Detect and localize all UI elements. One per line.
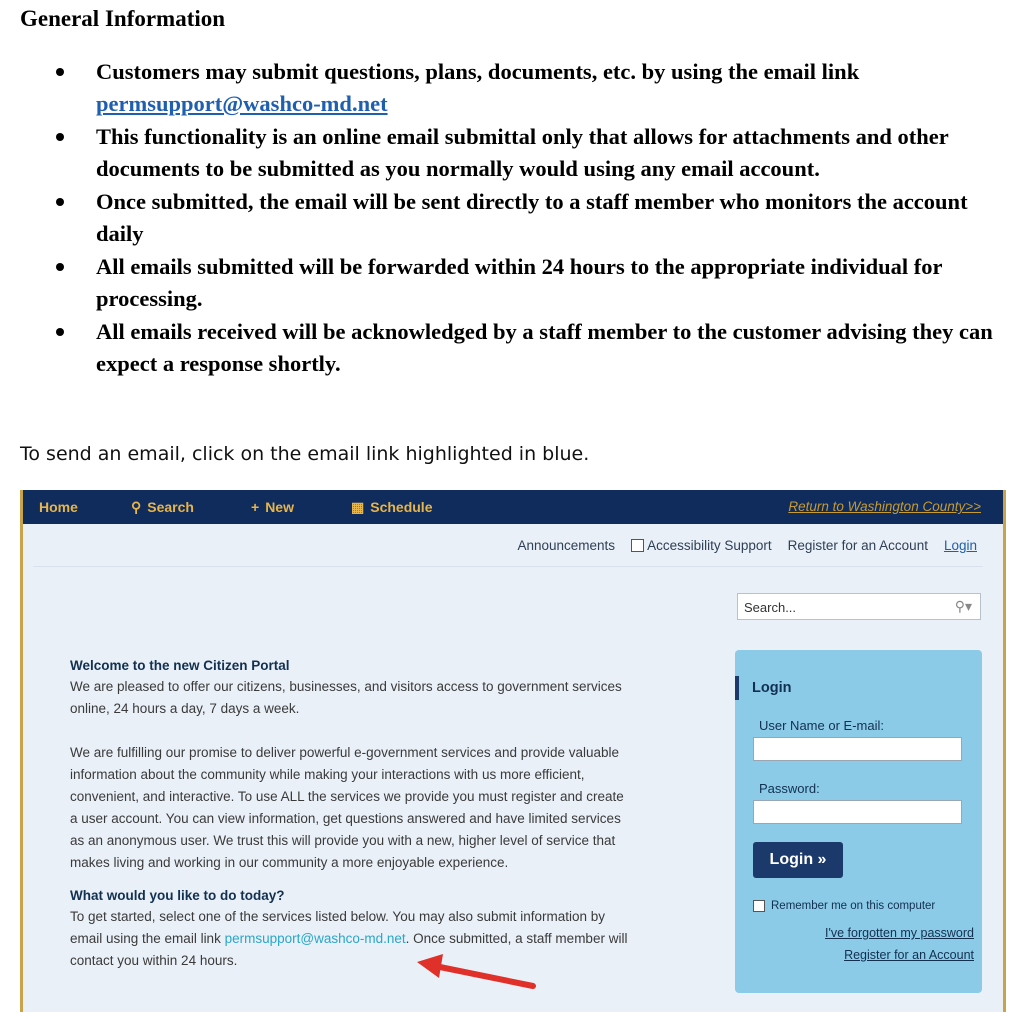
plus-icon: + bbox=[251, 499, 260, 515]
magnifier-icon: ⚲ bbox=[131, 499, 142, 515]
paragraph-3-end: . Once submitted, a staff member will contact you within 24 hours. bbox=[70, 931, 628, 968]
search-icon[interactable]: ⚲▾ bbox=[954, 598, 972, 614]
todo-title: What would you like to do today? bbox=[70, 888, 285, 903]
bullet-text: Once submitted, the email will be sent directly to a staff member who monitors the account daily bbox=[96, 189, 968, 246]
bullet-icon bbox=[56, 198, 64, 206]
bullet-icon bbox=[56, 133, 64, 141]
bullet-item bbox=[56, 316, 1006, 380]
portal-screenshot bbox=[20, 490, 1006, 1012]
login-accent-bar bbox=[735, 676, 739, 700]
bullet-text: All emails submitted will be forwarded within 24 hours to the appropriate individual for processing. bbox=[96, 254, 943, 311]
welcome-paragraph-2: We are fulfilling our promise to deliver powerful e-government services and provide valuable information about the community while making your interactions with us more efficient, convenient, and interactive. To use ALL the services we provide you must register and create a user account. You can view information, get questions answered and have limited services as an anonymous user. We trust this will provide you with a new, higher level of service that makes living and working in our community a more enjoyable experience. bbox=[70, 745, 624, 870]
instruction-text: To send an email, click on the email link highlighted in blue. bbox=[20, 443, 590, 465]
login-button[interactable]: Login » bbox=[753, 842, 843, 878]
divider bbox=[33, 566, 983, 567]
portal-nav-bar bbox=[23, 490, 1003, 524]
nav-schedule-label: Schedule bbox=[370, 499, 433, 515]
nav-search[interactable] bbox=[131, 490, 194, 524]
bullet-item bbox=[56, 121, 1006, 185]
nav-new-label: New bbox=[265, 499, 294, 515]
nav-home-label: Home bbox=[39, 499, 78, 515]
remember-checkbox[interactable] bbox=[753, 900, 765, 912]
remember-me[interactable] bbox=[753, 900, 935, 912]
remember-label: Remember me on this computer bbox=[771, 900, 936, 912]
info-bullet-list bbox=[56, 56, 1006, 381]
register-account-link[interactable]: Register for an Account bbox=[844, 948, 974, 962]
document-heading: General Information bbox=[20, 6, 226, 31]
return-county-link[interactable]: Return to Washington County>> bbox=[788, 499, 981, 514]
red-arrow-icon bbox=[413, 952, 543, 992]
search-placeholder: Search... bbox=[744, 600, 797, 615]
login-link-top[interactable]: Login bbox=[943, 538, 977, 553]
welcome-section bbox=[70, 656, 630, 972]
welcome-title: Welcome to the new Citizen Portal bbox=[70, 658, 290, 673]
bullet-icon bbox=[56, 328, 64, 336]
login-title: Login bbox=[752, 680, 792, 696]
nav-search-label: Search bbox=[147, 499, 194, 515]
accessibility-label: Accessibility Support bbox=[647, 538, 772, 553]
nav-home[interactable] bbox=[39, 490, 78, 524]
login-panel bbox=[735, 650, 982, 993]
register-link-top[interactable]: Register for an Account bbox=[787, 538, 928, 553]
announcements-link[interactable]: Announcements bbox=[517, 538, 616, 553]
bullet-icon bbox=[56, 68, 64, 76]
bullet-icon bbox=[56, 263, 64, 271]
username-label: User Name or E-mail: bbox=[759, 718, 884, 733]
accessibility-support[interactable] bbox=[631, 538, 772, 553]
bullet-text: Customers may submit questions, plans, documents, etc. by using the email link bbox=[96, 59, 860, 84]
welcome-paragraph-3 bbox=[70, 906, 630, 972]
calendar-icon: ▦ bbox=[351, 499, 365, 515]
email-link[interactable]: permsupport@washco-md.net bbox=[96, 91, 388, 116]
nav-new[interactable] bbox=[251, 490, 294, 524]
bullet-item bbox=[56, 251, 1006, 315]
bullet-item bbox=[56, 186, 1006, 250]
portal-search-input[interactable] bbox=[737, 593, 981, 620]
bullet-text: This functionality is an online email submittal only that allows for attachments and other documents to be submitted as you normally would using any email account. bbox=[96, 124, 949, 181]
accessibility-checkbox[interactable] bbox=[631, 539, 644, 552]
username-input[interactable] bbox=[753, 737, 962, 761]
welcome-paragraph-1: We are pleased to offer our citizens, businesses, and visitors access to government services online, 24 hours a day, 7 days a week. bbox=[70, 679, 622, 716]
password-input[interactable] bbox=[753, 800, 962, 824]
nav-schedule[interactable] bbox=[351, 490, 432, 524]
forgot-password-link[interactable]: I've forgotten my password bbox=[825, 926, 974, 940]
bullet-text: All emails received will be acknowledged by a staff member to the customer advising they can expect a response shortly. bbox=[96, 319, 993, 376]
paragraph-3-start: To get started, select one of the services listed below. You may also submit information by email using the email link bbox=[70, 909, 606, 946]
bullet-item bbox=[56, 56, 1006, 120]
utility-links bbox=[517, 538, 977, 553]
password-label: Password: bbox=[759, 781, 820, 796]
portal-email-link[interactable]: permsupport@washco-md.net bbox=[224, 931, 406, 946]
